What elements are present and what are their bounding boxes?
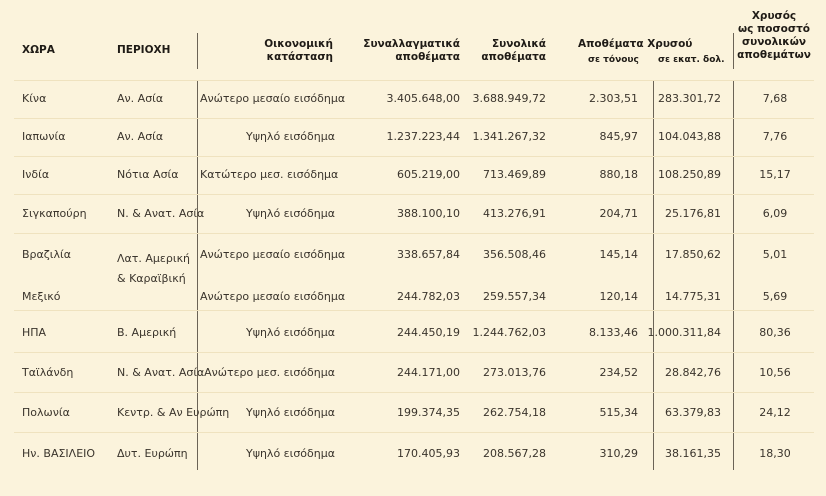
cell-total: 262.754,18: [483, 406, 546, 419]
cell-region: Αν. Ασία: [117, 92, 164, 105]
row-separator: [14, 233, 814, 234]
header-economy: [205, 38, 333, 64]
header-region: ΠΕΡΙΟΧΗ: [117, 44, 171, 56]
cell-total: 259.557,34: [483, 290, 546, 303]
cell-fx: 199.374,35: [397, 406, 460, 419]
cell-fx: 170.405,93: [397, 447, 460, 460]
cell-usd: 25.176,81: [665, 207, 721, 220]
cell-total: 413.276,91: [483, 207, 546, 220]
cell-usd: 104.043,88: [658, 130, 721, 143]
cell-region: Αν. Ασία: [117, 130, 164, 143]
cell-total: 208.567,28: [483, 447, 546, 460]
cell-fx: 3.405.648,00: [386, 92, 460, 105]
cell-economy: Υψηλό εισόδημα: [245, 207, 335, 220]
cell-total: 356.508,46: [483, 248, 546, 261]
cell-fx: 388.100,10: [397, 207, 460, 220]
cell-usd: 38.161,35: [665, 447, 721, 460]
cell-country: Ταϊλάνδη: [22, 366, 74, 379]
cell-region: Κεντρ. & Αν Ευρώπη: [117, 406, 230, 419]
row-separator: [14, 352, 814, 353]
header-total-line1: Συνολικά: [491, 38, 546, 50]
row-separator: [14, 310, 814, 311]
header-fx-line1: Συναλλαγματικά: [363, 38, 460, 50]
header-fx: [340, 38, 460, 64]
header-pct-line1: Χρυσός: [751, 10, 797, 22]
header-economy-line1: Οικονομική: [264, 38, 333, 50]
row-separator: [14, 392, 814, 393]
cell-economy: Υψηλό εισόδημα: [245, 130, 335, 143]
header-fx-line2: αποθέματα: [395, 51, 460, 63]
cell-pct: 6,09: [762, 207, 788, 220]
row-separator: [14, 80, 814, 81]
row-separator: [14, 432, 814, 433]
header-gold: Αποθέματα Χρυσού: [578, 38, 693, 50]
cell-pct: 7,76: [762, 130, 788, 143]
cell-fx: 244.171,00: [397, 366, 460, 379]
cell-country: Μεξικό: [22, 290, 61, 303]
cell-tonnes: 2.303,51: [589, 92, 638, 105]
cell-usd: 14.775,31: [665, 290, 721, 303]
cell-economy: Υψηλό εισόδημα: [245, 326, 335, 339]
cell-country: Σιγκαπούρη: [22, 207, 87, 220]
cell-total: 713.469,89: [483, 168, 546, 181]
cell-fx: 605.219,00: [397, 168, 460, 181]
cell-tonnes: 310,29: [599, 447, 638, 460]
header-pct-line4: αποθεμάτων: [737, 49, 811, 61]
cell-economy: Ανώτερο μεσ. εισόδημα: [204, 366, 335, 379]
cell-economy: Υψηλό εισόδημα: [245, 406, 335, 419]
cell-pct: 24,12: [759, 406, 791, 419]
cell-pct: 5,69: [762, 290, 788, 303]
cell-country: Ιαπωνία: [22, 130, 66, 143]
cell-total: 273.013,76: [483, 366, 546, 379]
cell-usd: 17.850,62: [665, 248, 721, 261]
cell-country: Βραζιλία: [22, 248, 71, 261]
cell-country: Κίνα: [22, 92, 47, 105]
header-tonnes: σε τόνους: [588, 55, 639, 65]
cell-economy: Υψηλό εισόδημα: [245, 447, 335, 460]
header-total-line2: αποθέματα: [481, 51, 546, 63]
cell-tonnes: 845,97: [599, 130, 638, 143]
cell-total: 1.341.267,32: [472, 130, 546, 143]
header-pct: [724, 10, 824, 62]
cell-pct: 5,01: [762, 248, 788, 261]
cell-tonnes: 204,71: [599, 207, 638, 220]
row-separator: [14, 156, 814, 157]
cell-country: Ην. ΒΑΣΙΛΕΙΟ: [22, 447, 96, 460]
cell-tonnes: 515,34: [599, 406, 638, 419]
header-pct-line3: συνολικών: [741, 36, 807, 48]
header-country: ΧΩΡΑ: [22, 44, 55, 56]
cell-region: Β. Αμερική: [117, 326, 177, 339]
divider-pct-body: [733, 80, 734, 470]
cell-region: Ν. & Ανατ. Ασία: [117, 366, 205, 379]
cell-tonnes: 8.133,46: [589, 326, 638, 339]
cell-tonnes: 120,14: [599, 290, 638, 303]
cell-country: ΗΠΑ: [22, 326, 47, 339]
cell-pct: 7,68: [762, 92, 788, 105]
cell-total: 1.244.762,03: [472, 326, 546, 339]
cell-tonnes: 880,18: [599, 168, 638, 181]
cell-usd: 28.842,76: [665, 366, 721, 379]
cell-economy: Ανώτερο μεσαίο εισόδημα: [200, 248, 346, 261]
divider-pct: [733, 33, 734, 69]
cell-country: Ινδία: [22, 168, 50, 181]
cell-pct: 15,17: [759, 168, 791, 181]
row-separator: [14, 118, 814, 119]
cell-usd: 283.301,72: [658, 92, 721, 105]
cell-total: 3.688.949,72: [472, 92, 546, 105]
cell-fx: 338.657,84: [397, 248, 460, 261]
cell-region: Λατ. Αμερική: [117, 252, 191, 265]
cell-pct: 80,36: [759, 326, 791, 339]
cell-region: Ν. & Ανατ. Ασία: [117, 207, 205, 220]
cell-country: Πολωνία: [22, 406, 70, 419]
cell-usd: 63.379,83: [665, 406, 721, 419]
row-separator: [14, 194, 814, 195]
cell-region: Νότια Ασία: [117, 168, 179, 181]
header-total: [470, 38, 546, 64]
cell-region: & Καραϊβική: [117, 272, 186, 285]
cell-usd: 108.250,89: [658, 168, 721, 181]
header-economy-line2: κατάσταση: [266, 51, 333, 63]
divider-region: [197, 33, 198, 69]
cell-economy: Κατώτερο μεσ. εισόδημα: [200, 168, 339, 181]
cell-region: Δυτ. Ευρώπη: [117, 447, 188, 460]
header-pct-line2: ως ποσοστό: [737, 23, 810, 35]
cell-pct: 18,30: [759, 447, 791, 460]
header-usd: σε εκατ. δολ.: [658, 55, 725, 65]
cell-economy: Ανώτερο μεσαίο εισόδημα: [200, 92, 346, 105]
cell-tonnes: 145,14: [599, 248, 638, 261]
cell-fx: 244.782,03: [397, 290, 460, 303]
cell-tonnes: 234,52: [599, 366, 638, 379]
cell-usd: 1.000.311,84: [647, 326, 721, 339]
cell-economy: Ανώτερο μεσαίο εισόδημα: [200, 290, 346, 303]
cell-fx: 1.237.223,44: [386, 130, 460, 143]
cell-fx: 244.450,19: [397, 326, 460, 339]
cell-pct: 10,56: [759, 366, 791, 379]
